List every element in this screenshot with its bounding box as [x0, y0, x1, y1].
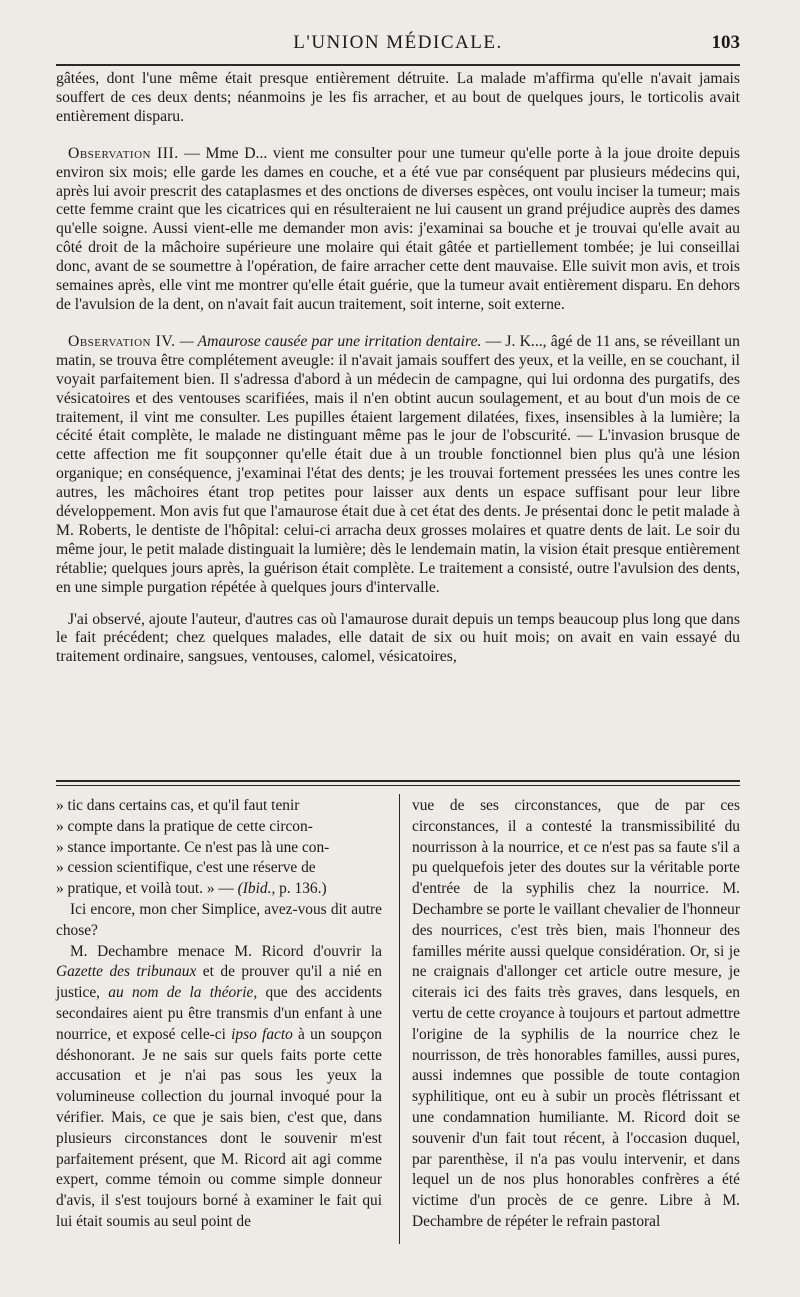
para3-part-a: M. Dechambre menace M. Ricord d'ouvrir la [70, 942, 382, 960]
page-number: 103 [711, 32, 740, 53]
observation-4-label: Observation IV. [68, 332, 176, 350]
page-header [56, 28, 740, 58]
observation-4-title: — Amaurose causée par une irritation dentaire. [179, 332, 482, 350]
gazette-title: Gazette des tribunaux [56, 963, 197, 981]
separator-rule-thick [56, 780, 740, 782]
para3-part-b: et de prouver qu'il a nié en justice, [56, 963, 382, 1002]
quote-line-last [56, 879, 382, 900]
right-column [412, 796, 740, 1233]
quote-line: » stance importante. Ce n'est pas là une con- [56, 838, 330, 856]
observation-4-text: — J. K..., âgé de 11 ans, se réveillant un matin, se trouva être complétement aveugle: il n'avait jamais souffert des yeux, et la veille, en se couchant, il voyait parfaitement bien. Il s'adressa d'abord à un médecin de campagne, qui lui ordonna des purgatifs, des vésicatoires et des ventouses scarifiées, mais il n'en obtint aucun soulagement, et au bout d'un mois de ce traitement, il vint me consulter. Les pupilles étaient largement dilatées, fixes, insensibles à la lumière; la cécité était complète, le malade ne distinguant même pas le jour de l'obscurité. — L'invasion brusque de cette affection me fit soupçonner qu'elle était due à un trouble fonctionnel bien plus qu'à une lésion organique; en conséquence, j'examinai l'état des dents; je les trouvai fortement pressées les unes contre les autres, les mâchoires étant trop petites pour laisser aux dents un espace suffisant pour leur libre développement. Mon avis fut que l'amaurose était due à cet état des dents. Je présentai donc le petit malade à M. Roberts, le dentiste de l'hôpital: celui-ci arracha deux grosses molaires et quatre dents de lait. Le soir du même jour, le petit malade distinguait la lumière; dès le lendemain matin, la vision était presque entièrement rétablie; quelques jours après, la guérison était complète. Le traitement a consisté, outre l'avulsion des dents, en une simple purgation répétée à quelques jours d'intervalle. [56, 332, 740, 596]
separator-rule-thin [56, 785, 740, 786]
header-rule [56, 64, 740, 66]
theorie-phrase: au nom de la théorie, [108, 984, 258, 1002]
para3-part-c: que des accidents secondaires aient pu être transmis d'un enfant à une nourrice, et exposé celle-ci [56, 984, 382, 1043]
column-divider [399, 794, 400, 1244]
quote-line: » cession scientifique, c'est une réserve de [56, 859, 316, 877]
left-paragraph-3 [56, 942, 382, 1233]
upper-text-block [56, 70, 740, 667]
running-title: L'UNION MÉDICALE. [293, 32, 503, 53]
quote-line: » tic dans certains cas, et qu'il faut tenir [56, 797, 300, 814]
quote-line-text: » pratique, et voilà tout. » — [56, 880, 238, 898]
quote-line: » compte dans la pratique de cette circon- [56, 817, 313, 835]
quote-reference-italic: (Ibid. [237, 880, 272, 898]
closing-paragraph: J'ai observé, ajoute l'auteur, d'autres cas où l'amaurose durait depuis un temps beaucoup plus long que dans le fait précédent; chez quelques malades, elle datait de six ou huit mois; on avait en vain essayé du traitement ordinaire, sangsues, ventouses, calomel, vésicatoires, [56, 610, 740, 666]
right-column-text: vue de ses circonstances, que de par ces circonstances, il a contesté la transmissibilité du nourrisson à la nourrice, et ce n'est pas sa faute s'il a pu quelquefois jeter des doutes sur la véritable porte d'entrée de la syphilis chez la nourrice. M. Dechambre se porte le vaillant chevalier de l'honneur des nourrices, c'est très bien, mais l'honneur des familles mérite aussi quelque considération. Or, si je ne craignais d'allonger cet article outre mesure, je citerais ici des faits très graves, dans lesquels, en vertu de cette croyance à toujours et partout admettre l'origine de la syphilis de la nourrice chez le nourrisson, de très honorables familles, aussi pures, aussi indemnes que possible de toute contagion syphilitique, ont eu à subir un procès flétrissant et une condamnation humiliante. M. Ricord doit se souvenir d'un fait tout récent, à l'occasion duquel, par parenthèse, il n'a pas voulu intervenir, et dans lequel un de nos plus honorables confrères a été victime d'un procès de ce genre. Libre à M. Dechambre de répéter le refrain pastoral [412, 797, 740, 1230]
opening-paragraph: gâtées, dont l'une même était presque entièrement détruite. La malade m'affirma qu'elle n'avait jamais souffert de ces deux dents; néanmoins je les fis arracher, et au bout de quelques jours, le torticolis avait entièrement disparu. [56, 70, 740, 125]
left-paragraph-2: Ici encore, mon cher Simplice, avez-vous dit autre chose? [56, 900, 382, 939]
ipso-facto: ipso facto [231, 1025, 293, 1043]
quote-reference: , p. 136.) [271, 880, 327, 898]
observation-3-paragraph [56, 145, 740, 315]
left-column [56, 796, 382, 1233]
observation-4-paragraph [56, 333, 740, 598]
observation-3-text: — Mme D... vient me consulter pour une tumeur qu'elle porte à la joue droite depuis environ six mois; elle garde les dames en couche, et a été vue par conséquent par plusieurs médecins qui, après lui avoir prescrit des cataplasmes et des onctions de diverses espèces, ont voulu inciser la tumeur; mais cette femme craint que les cicatrices qui en résulteraient ne lui causent un grand préjudice auprès des dames qu'elle soigne. Aussi vient-elle me demander mon avis: j'examinai sa bouche et je trouvai qu'elle avait au côté droit de la mâchoire supérieure une molaire qui était gâtée et partiellement tombée; je lui conseillai donc, avant de se soumettre à l'opération, de faire arracher cette dent mauvaise. Elle suivit mon avis, et trois semaines après, elle vint me montrer qu'elle était guérie, que la tumeur avait entièrement disparu. En dehors de l'avulsion de la dent, on n'avait fait aucun traitement, soit interne, soit externe. [56, 144, 740, 313]
para3-part-d: à un soupçon déshonorant. Je ne sais sur quels faits porte cette accusation et je n'ai pas sous les yeux la volumineuse collection du journal invoqué pour la vérifier. Mais, ce que je sais bien, c'est que, dans plusieurs circonstances dont le souvenir m'est parfaitement présent, que M. Ricord ait agi comme expert, comme témoin ou comme simple donneur d'avis, il s'est toujours borné à examiner le fait qui lui était soumis au seul point de [56, 1025, 383, 1230]
observation-3-label: Observation III. [68, 144, 179, 162]
